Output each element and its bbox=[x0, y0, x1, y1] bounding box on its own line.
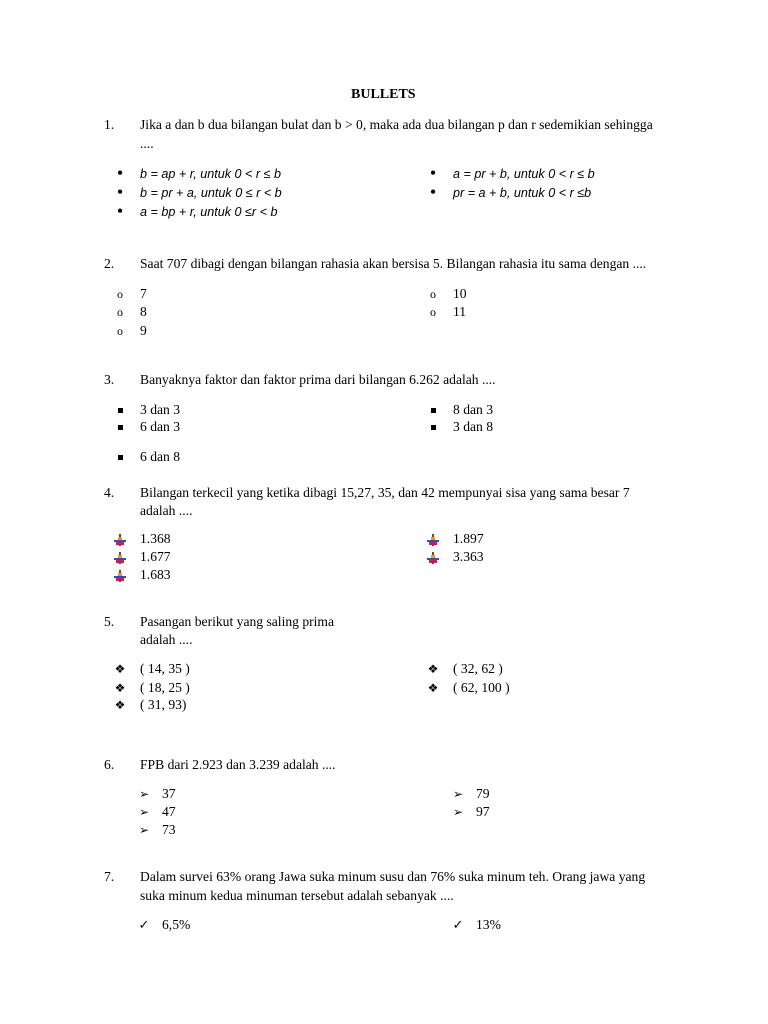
question-3-option: 6 dan 3 bbox=[140, 419, 181, 434]
colorful-star-bullet-icon bbox=[426, 530, 440, 548]
question-5-option: ( 62, 100 ) bbox=[453, 680, 510, 695]
question-3-option: 3 dan 3 bbox=[140, 402, 181, 417]
arrowhead-bullet-icon: ➢ bbox=[452, 805, 464, 819]
question-6-option: 79 bbox=[476, 786, 490, 801]
question-5-option: ( 14, 35 ) bbox=[140, 661, 190, 676]
hollow-circle-bullet-icon: o bbox=[117, 324, 123, 338]
colorful-star-bullet-icon bbox=[113, 530, 127, 548]
question-6-option: 97 bbox=[476, 804, 490, 819]
hollow-circle-bullet-icon: o bbox=[430, 287, 436, 301]
question-2-number: 2. bbox=[104, 256, 115, 271]
round-bullet-icon: • bbox=[117, 165, 123, 182]
question-1-text: Jika a dan b dua bilangan bulat dan b > 0, maka ada dua bilangan p dan r sedemikian sehingga bbox=[140, 117, 653, 132]
question-5-number: 5. bbox=[104, 614, 115, 629]
question-4-option: 1.897 bbox=[453, 531, 484, 546]
arrowhead-bullet-icon: ➢ bbox=[452, 787, 464, 801]
question-6-text: FPB dari 2.923 dan 3.239 adalah .... bbox=[140, 757, 336, 772]
hollow-circle-bullet-icon: o bbox=[430, 305, 436, 319]
arrowhead-bullet-icon: ➢ bbox=[138, 823, 150, 837]
question-4-option: 1.677 bbox=[140, 549, 171, 564]
question-3-option: 3 dan 8 bbox=[453, 419, 494, 434]
round-bullet-icon: • bbox=[117, 184, 123, 201]
question-4-option: 3.363 bbox=[453, 549, 484, 564]
question-4-option: 1.683 bbox=[140, 567, 171, 582]
question-3-text: Banyaknya faktor dan faktor prima dari bilangan 6.262 adalah .... bbox=[140, 372, 496, 387]
question-6-option: 73 bbox=[162, 822, 176, 837]
round-bullet-icon: • bbox=[117, 203, 123, 220]
four-diamond-bullet-icon: ❖ bbox=[114, 698, 126, 712]
round-bullet-icon: • bbox=[430, 165, 436, 182]
question-3-number: 3. bbox=[104, 372, 115, 387]
arrowhead-bullet-icon: ➢ bbox=[138, 787, 150, 801]
square-bullet-icon bbox=[113, 418, 127, 436]
four-diamond-bullet-icon: ❖ bbox=[114, 662, 126, 676]
colorful-star-bullet-icon bbox=[113, 548, 127, 566]
question-4-number: 4. bbox=[104, 485, 115, 500]
square-bullet-icon bbox=[113, 401, 127, 419]
question-4-text: Bilangan terkecil yang ketika dibagi 15,27, 35, dan 42 mempunyai sisa yang sama besar 7 bbox=[140, 485, 630, 500]
question-2-option: 9 bbox=[140, 323, 147, 338]
question-7-option: 6,5% bbox=[162, 917, 191, 932]
question-2-option: 11 bbox=[453, 304, 467, 319]
page-title: BULLETS bbox=[351, 87, 416, 102]
question-5-text-continued: adalah .... bbox=[140, 632, 193, 647]
question-1-text-continued: .... bbox=[140, 136, 154, 151]
question-7-number: 7. bbox=[104, 869, 115, 884]
question-2-option: 10 bbox=[453, 286, 467, 301]
question-2-option: 8 bbox=[140, 304, 147, 319]
square-bullet-icon bbox=[426, 418, 440, 436]
hollow-circle-bullet-icon: o bbox=[117, 305, 123, 319]
question-6-option: 37 bbox=[162, 786, 176, 801]
four-diamond-bullet-icon: ❖ bbox=[114, 681, 126, 695]
question-3-option: 6 dan 8 bbox=[140, 449, 181, 464]
question-1-number: 1. bbox=[104, 117, 115, 132]
colorful-star-bullet-icon bbox=[426, 548, 440, 566]
question-1-option: a = bp + r, untuk 0 ≤r < b bbox=[140, 205, 278, 219]
question-2-option: 7 bbox=[140, 286, 147, 301]
question-5-option: ( 31, 93) bbox=[140, 697, 187, 712]
question-4-text-continued: adalah .... bbox=[140, 503, 193, 518]
four-diamond-bullet-icon: ❖ bbox=[427, 662, 439, 676]
question-4-option: 1.368 bbox=[140, 531, 171, 546]
question-5-option: ( 32, 62 ) bbox=[453, 661, 503, 676]
square-bullet-icon bbox=[113, 448, 127, 466]
round-bullet-icon: • bbox=[430, 184, 436, 201]
hollow-circle-bullet-icon: o bbox=[117, 287, 123, 301]
question-2-text: Saat 707 dibagi dengan bilangan rahasia akan bersisa 5. Bilangan rahasia itu sama dengan .... bbox=[140, 256, 647, 271]
question-1-option: b = ap + r, untuk 0 < r ≤ b bbox=[140, 167, 281, 181]
question-1-option: pr = a + b, untuk 0 < r ≤b bbox=[453, 186, 592, 200]
question-6-option: 47 bbox=[162, 804, 176, 819]
question-7-option: 13% bbox=[476, 917, 501, 932]
square-bullet-icon bbox=[426, 401, 440, 419]
checkmark-bullet-icon: ✓ bbox=[138, 917, 150, 932]
checkmark-bullet-icon: ✓ bbox=[452, 917, 464, 932]
question-1-option: b = pr + a, untuk 0 ≤ r < b bbox=[140, 186, 282, 200]
four-diamond-bullet-icon: ❖ bbox=[427, 681, 439, 695]
colorful-star-bullet-icon bbox=[113, 566, 127, 584]
question-5-option: ( 18, 25 ) bbox=[140, 680, 190, 695]
question-5-text: Pasangan berikut yang saling prima bbox=[140, 614, 335, 629]
question-7-text-continued: suka minum kedua minuman tersebut adalah sebanyak .... bbox=[140, 888, 454, 903]
question-3-option: 8 dan 3 bbox=[453, 402, 494, 417]
question-6-number: 6. bbox=[104, 757, 115, 772]
arrowhead-bullet-icon: ➢ bbox=[138, 805, 150, 819]
question-7-text: Dalam survei 63% orang Jawa suka minum susu dan 76% suka minum teh. Orang jawa yang bbox=[140, 869, 646, 884]
question-1-option: a = pr + b, untuk 0 < r ≤ b bbox=[453, 167, 595, 181]
